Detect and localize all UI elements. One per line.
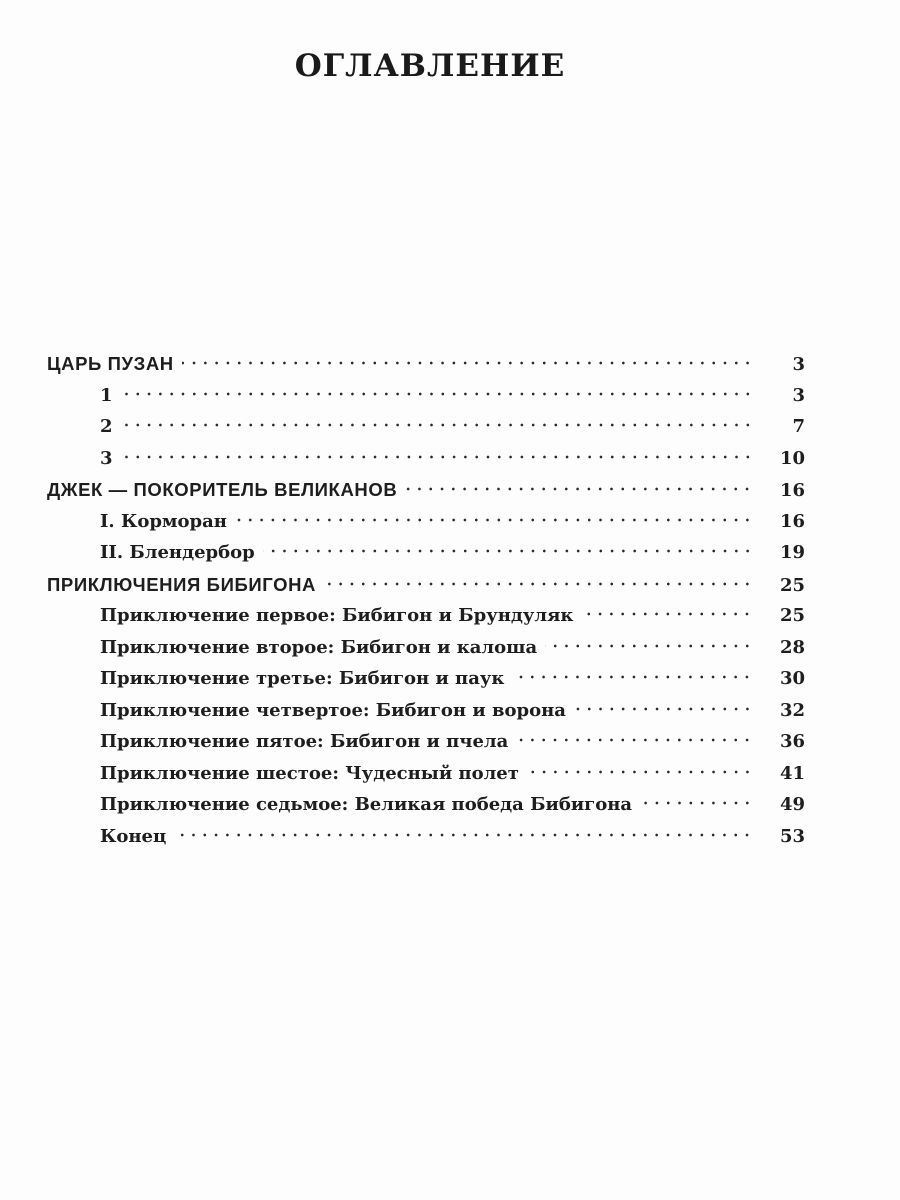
toc-entry-page: 32 — [779, 699, 805, 721]
table-of-contents — [47, 348, 805, 852]
toc-entry-label: ПРИКЛЮЧЕНИЯ БИБИГОНА — [47, 573, 317, 595]
toc-entry-page: 19 — [779, 542, 805, 563]
toc-entry — [47, 506, 805, 538]
dot-leader — [640, 801, 753, 805]
toc-entry-page: 16 — [779, 480, 805, 501]
toc-entry-page: 28 — [779, 636, 805, 658]
toc-entry-page: 30 — [779, 668, 805, 689]
toc-entry-page: 3 — [792, 354, 805, 375]
toc-entry-label: Конец — [100, 825, 167, 847]
toc-entry-label: Приключение первое: Бибигон и Брундуляк — [100, 605, 574, 626]
dot-leader — [574, 707, 753, 711]
toc-entry-label: ДЖЕК — ПОКОРИТЕЛЬ ВЕЛИКАНОВ — [47, 479, 398, 500]
dot-leader — [516, 738, 753, 742]
dot-leader — [512, 675, 753, 679]
toc-entry — [47, 569, 805, 601]
toc-entry-label: 1 — [100, 384, 113, 406]
toc-entry — [47, 632, 805, 664]
dot-leader — [121, 392, 753, 396]
toc-entry-page: 10 — [779, 447, 805, 469]
dot-leader — [235, 518, 753, 522]
toc-entry — [47, 380, 805, 412]
toc-entry — [47, 821, 805, 853]
toc-entry — [47, 537, 805, 569]
toc-entry-label: Приключение шестое: Чудесный полет — [100, 762, 519, 784]
toc-entry-page: 16 — [779, 510, 805, 532]
toc-entry-page: 49 — [779, 794, 805, 815]
dot-leader — [527, 770, 753, 774]
toc-entry-page: 41 — [779, 762, 805, 784]
toc-entry-label: I. Корморан — [100, 510, 227, 532]
dot-leader — [182, 361, 753, 365]
toc-entry-label: II. Блендербор — [100, 542, 255, 563]
toc-entry-page: 25 — [779, 574, 805, 596]
toc-entry — [47, 789, 805, 821]
toc-entry — [47, 474, 805, 506]
toc-entry-page: 25 — [779, 605, 805, 626]
toc-entry — [47, 443, 805, 475]
dot-leader — [174, 833, 753, 837]
toc-entry-page: 53 — [779, 825, 805, 847]
toc-entry — [47, 695, 805, 727]
dot-leader — [405, 487, 753, 491]
page-title: ОГЛАВЛЕНИЕ — [294, 48, 566, 84]
toc-entry-page: 3 — [792, 384, 805, 406]
toc-entry — [47, 758, 805, 790]
toc-entry — [47, 600, 805, 632]
toc-entry-label: 2 — [100, 416, 113, 437]
dot-leader — [545, 644, 753, 648]
dot-leader — [121, 455, 753, 459]
dot-leader — [121, 423, 753, 427]
toc-entry-page: 36 — [779, 731, 805, 752]
toc-entry — [47, 348, 805, 380]
toc-entry-label: ЦАРЬ ПУЗАН — [47, 353, 174, 374]
toc-entry-page: 7 — [792, 416, 805, 437]
toc-entry — [47, 663, 805, 695]
toc-entry-label: 3 — [100, 447, 113, 469]
toc-entry — [47, 411, 805, 443]
toc-entry-label: Приключение седьмое: Великая победа Бибигона — [100, 794, 633, 815]
toc-entry-label: Приключение пятое: Бибигон и пчела — [100, 731, 509, 752]
toc-entry — [47, 726, 805, 758]
dot-leader — [263, 549, 753, 553]
dot-leader — [324, 582, 753, 586]
dot-leader — [581, 612, 753, 616]
toc-entry-label: Приключение четвертое: Бибигон и ворона — [100, 699, 566, 721]
toc-entry-label: Приключение второе: Бибигон и калоша — [100, 636, 538, 658]
toc-entry-label: Приключение третье: Бибигон и паук — [100, 668, 505, 689]
